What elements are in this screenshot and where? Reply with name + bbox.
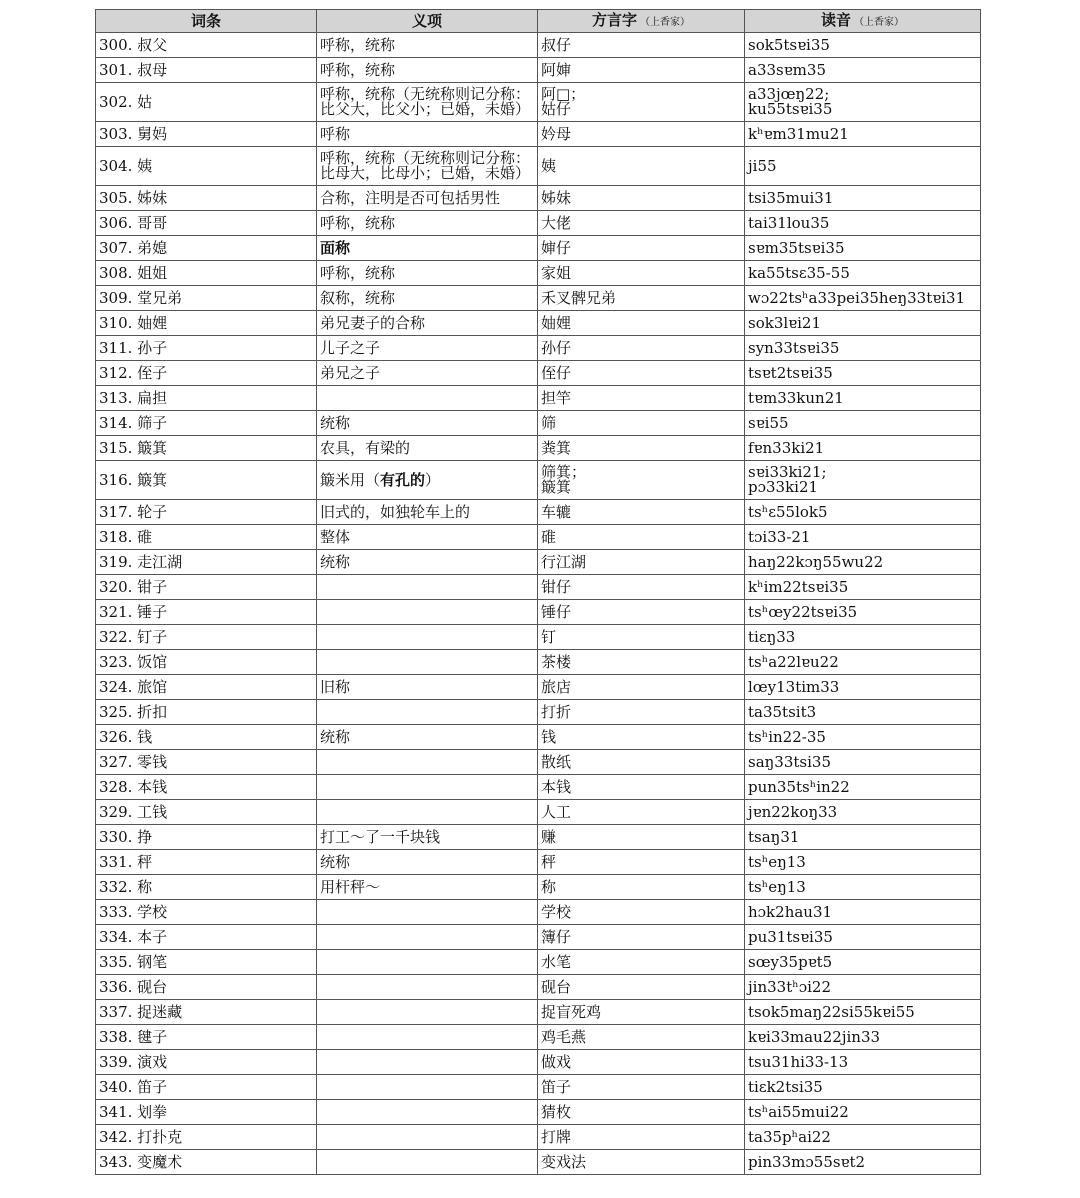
table-row — [96, 950, 981, 975]
reading-cell: ka55tsɛ35-55 — [745, 261, 981, 286]
dialect-char-cell: 做戏 — [538, 1050, 745, 1075]
dialect-line: 筛箕； — [541, 463, 587, 481]
table-row — [96, 925, 981, 950]
entry-cell: 343. 变魔术 — [96, 1150, 317, 1175]
entry-cell: 319. 走江湖 — [96, 550, 317, 575]
header-entry — [96, 10, 317, 33]
reading-cell — [745, 461, 981, 500]
reading-cell: tsʰa22lɐu22 — [745, 650, 981, 675]
meaning-cell — [317, 575, 538, 600]
dialect-line: 阿□； — [541, 85, 586, 103]
dialect-char-cell: 大佬 — [538, 211, 745, 236]
dialect-vocabulary-table — [95, 9, 981, 1175]
dialect-char-cell: 打折 — [538, 700, 745, 725]
reading-line: sɐi33ki21; — [748, 463, 827, 481]
dialect-char-cell — [538, 461, 745, 500]
reading-cell: a33sɐm35 — [745, 58, 981, 83]
dialect-char-cell: 称 — [538, 875, 745, 900]
reading-cell: tsʰœy22tsɐi35 — [745, 600, 981, 625]
table-row — [96, 83, 981, 122]
table-row — [96, 386, 981, 411]
dialect-char-cell: 水笔 — [538, 950, 745, 975]
table-row — [96, 575, 981, 600]
meaning-cell — [317, 1050, 538, 1075]
dialect-char-cell: 筛 — [538, 411, 745, 436]
meaning-cell — [317, 775, 538, 800]
dialect-char-cell: 钳仔 — [538, 575, 745, 600]
table-row — [96, 1150, 981, 1175]
table-row — [96, 850, 981, 875]
dialect-char-cell: 妯娌 — [538, 311, 745, 336]
meaning-cell: 呼称，统称 — [317, 261, 538, 286]
entry-cell: 322. 钉子 — [96, 625, 317, 650]
meaning-cell — [317, 650, 538, 675]
reading-line: pɔ33ki21 — [748, 478, 819, 496]
entry-cell: 325. 折扣 — [96, 700, 317, 725]
table-row — [96, 725, 981, 750]
meaning-cell — [317, 925, 538, 950]
meaning-line: 比父大，比父小；已婚，未婚） — [320, 100, 531, 118]
dialect-char-cell: 行江湖 — [538, 550, 745, 575]
reading-cell: sœy35pɐt5 — [745, 950, 981, 975]
entry-cell: 301. 叔母 — [96, 58, 317, 83]
dialect-char-cell: 笛子 — [538, 1075, 745, 1100]
reading-cell: saŋ33tsi35 — [745, 750, 981, 775]
table-row — [96, 800, 981, 825]
meaning-cell — [317, 900, 538, 925]
reading-cell: tsʰin22-35 — [745, 725, 981, 750]
meaning-cell — [317, 1100, 538, 1125]
meaning-cell: 弟兄妻子的合称 — [317, 311, 538, 336]
table-row — [96, 625, 981, 650]
entry-cell: 341. 划拳 — [96, 1100, 317, 1125]
reading-cell: wɔ22tsʰa33pei35heŋ33tɐi31 — [745, 286, 981, 311]
meaning-cell — [317, 461, 538, 500]
entry-cell: 307. 弟媳 — [96, 236, 317, 261]
entry-cell: 304. 姨 — [96, 147, 317, 186]
table-row — [96, 58, 981, 83]
header-entry-label: 词条 — [190, 11, 221, 30]
entry-cell: 310. 妯娌 — [96, 311, 317, 336]
table-row — [96, 361, 981, 386]
entry-cell: 314. 筛子 — [96, 411, 317, 436]
entry-cell: 321. 锤子 — [96, 600, 317, 625]
reading-cell: hɔk2hau31 — [745, 900, 981, 925]
reading-cell: sok5tsɐi35 — [745, 33, 981, 58]
meaning-cell: 统称 — [317, 725, 538, 750]
dialect-char-cell: 家姐 — [538, 261, 745, 286]
dialect-char-cell: 赚 — [538, 825, 745, 850]
meaning-cell: 面称 — [317, 236, 538, 261]
dialect-char-cell: 姨 — [538, 147, 745, 186]
reading-cell: fɐn33ki21 — [745, 436, 981, 461]
reading-cell: jin33tʰɔi22 — [745, 975, 981, 1000]
meaning-cell: 用杆秤～ — [317, 875, 538, 900]
header-dialect-label: 方言字 — [591, 10, 637, 29]
entry-cell: 329. 工钱 — [96, 800, 317, 825]
reading-cell: haŋ22kɔŋ55wu22 — [745, 550, 981, 575]
entry-cell: 309. 堂兄弟 — [96, 286, 317, 311]
table-row — [96, 336, 981, 361]
reading-cell: tsʰeŋ13 — [745, 850, 981, 875]
entry-cell: 317. 轮子 — [96, 500, 317, 525]
dialect-char-cell: 学校 — [538, 900, 745, 925]
dialect-char-cell: 秤 — [538, 850, 745, 875]
meaning-cell: 弟兄之子 — [317, 361, 538, 386]
entry-cell: 335. 钢笔 — [96, 950, 317, 975]
table-row — [96, 286, 981, 311]
dialect-char-cell: 碓 — [538, 525, 745, 550]
dialect-char-cell: 姊妹 — [538, 186, 745, 211]
dialect-line: 姑仔 — [541, 100, 572, 118]
entry-cell: 302. 姑 — [96, 83, 317, 122]
header-reading — [745, 10, 981, 33]
dialect-char-cell: 砚台 — [538, 975, 745, 1000]
reading-cell: tɐm33kun21 — [745, 386, 981, 411]
meaning-cell — [317, 1150, 538, 1175]
entry-cell: 333. 学校 — [96, 900, 317, 925]
dialect-char-cell: 粪箕 — [538, 436, 745, 461]
dialect-char-cell: 茶楼 — [538, 650, 745, 675]
meaning-cell: 合称，注明是否可包括男性 — [317, 186, 538, 211]
table-row — [96, 1050, 981, 1075]
table-row — [96, 525, 981, 550]
dialect-char-cell: 旅店 — [538, 675, 745, 700]
entry-cell: 313. 扁担 — [96, 386, 317, 411]
table-row — [96, 750, 981, 775]
meaning-fragment: 簸米用（ — [320, 470, 381, 489]
reading-cell: sɐm35tsɐi35 — [745, 236, 981, 261]
reading-cell: ta35pʰai22 — [745, 1125, 981, 1150]
table-body — [96, 33, 981, 1175]
entry-cell: 324. 旅馆 — [96, 675, 317, 700]
table-row — [96, 700, 981, 725]
table-row — [96, 147, 981, 186]
table-row — [96, 1075, 981, 1100]
meaning-cell: 整体 — [317, 525, 538, 550]
meaning-cell — [317, 386, 538, 411]
reading-cell: tsu31hi33-13 — [745, 1050, 981, 1075]
header-reading-sub: （上香家） — [854, 16, 904, 28]
meaning-cell: 打工～了一千块钱 — [317, 825, 538, 850]
meaning-cell — [317, 700, 538, 725]
meaning-line: 比母大，比母小；已婚，未婚） — [320, 164, 531, 182]
reading-cell: tsok5maŋ22si55kɐi55 — [745, 1000, 981, 1025]
reading-cell: tiɛk2tsi35 — [745, 1075, 981, 1100]
dialect-char-cell: 叔仔 — [538, 33, 745, 58]
table-row — [96, 311, 981, 336]
entry-cell: 320. 钳子 — [96, 575, 317, 600]
table-row — [96, 33, 981, 58]
entry-cell: 334. 本子 — [96, 925, 317, 950]
dialect-char-cell: 捉盲死鸡 — [538, 1000, 745, 1025]
meaning-cell: 统称 — [317, 850, 538, 875]
reading-cell: tsʰɛ55lok5 — [745, 500, 981, 525]
dialect-char-cell: 鸡毛燕 — [538, 1025, 745, 1050]
table-row — [96, 122, 981, 147]
table-row — [96, 775, 981, 800]
entry-cell: 340. 笛子 — [96, 1075, 317, 1100]
reading-cell: ji55 — [745, 147, 981, 186]
reading-cell: tsaŋ31 — [745, 825, 981, 850]
dialect-char-cell: 打牌 — [538, 1125, 745, 1150]
dialect-char-cell: 孙仔 — [538, 336, 745, 361]
dialect-char-cell: 簿仔 — [538, 925, 745, 950]
table-row — [96, 825, 981, 850]
dialect-char-cell: 变戏法 — [538, 1150, 745, 1175]
entry-cell: 305. 姊妹 — [96, 186, 317, 211]
reading-cell: tsʰeŋ13 — [745, 875, 981, 900]
dialect-char-cell — [538, 83, 745, 122]
entry-cell: 308. 姐姐 — [96, 261, 317, 286]
table-row — [96, 461, 981, 500]
reading-cell: tsʰai55mui22 — [745, 1100, 981, 1125]
reading-cell: tsɐt2tsɐi35 — [745, 361, 981, 386]
meaning-cell — [317, 975, 538, 1000]
meaning-cell: 呼称 — [317, 122, 538, 147]
meaning-cell: 旧式的，如独轮车上的 — [317, 500, 538, 525]
header-row — [96, 10, 981, 33]
entry-cell: 328. 本钱 — [96, 775, 317, 800]
table-row — [96, 1025, 981, 1050]
meaning-cell: 农具，有梁的 — [317, 436, 538, 461]
reading-cell: syn33tsɐi35 — [745, 336, 981, 361]
meaning-cell — [317, 750, 538, 775]
meaning-cell — [317, 1125, 538, 1150]
table-row — [96, 436, 981, 461]
meaning-line: 呼称，统称（无统称则记分称： — [320, 149, 531, 167]
table-row — [96, 261, 981, 286]
dialect-char-cell: 车辘 — [538, 500, 745, 525]
entry-cell: 306. 哥哥 — [96, 211, 317, 236]
meaning-cell: 呼称，统称 — [317, 211, 538, 236]
meaning-bold-fragment: 有孔的 — [380, 470, 426, 489]
entry-cell: 339. 演戏 — [96, 1050, 317, 1075]
header-meaning-label: 义项 — [411, 11, 442, 30]
reading-line: a33jœŋ22; — [748, 85, 830, 103]
dialect-char-cell: 钉 — [538, 625, 745, 650]
reading-cell: tɔi33-21 — [745, 525, 981, 550]
reading-cell — [745, 83, 981, 122]
reading-cell: tiɛŋ33 — [745, 625, 981, 650]
entry-cell: 338. 毽子 — [96, 1025, 317, 1050]
table-row — [96, 600, 981, 625]
meaning-cell: 呼称，统称 — [317, 58, 538, 83]
reading-cell: pun35tsʰin22 — [745, 775, 981, 800]
dialect-char-cell: 担竿 — [538, 386, 745, 411]
table-row — [96, 550, 981, 575]
reading-cell: kɐi33mau22jin33 — [745, 1025, 981, 1050]
entry-cell: 303. 舅妈 — [96, 122, 317, 147]
entry-cell: 300. 叔父 — [96, 33, 317, 58]
entry-cell: 312. 侄子 — [96, 361, 317, 386]
header-dialect-char — [538, 10, 745, 33]
meaning-cell — [317, 83, 538, 122]
entry-cell: 311. 孙子 — [96, 336, 317, 361]
meaning-cell — [317, 1025, 538, 1050]
entry-cell: 330. 挣 — [96, 825, 317, 850]
entry-cell: 327. 零钱 — [96, 750, 317, 775]
table-row — [96, 236, 981, 261]
table-row — [96, 875, 981, 900]
reading-cell: sok3lɐi21 — [745, 311, 981, 336]
reading-cell: kʰɐm31mu21 — [745, 122, 981, 147]
table-row — [96, 1100, 981, 1125]
table-row — [96, 650, 981, 675]
table-row — [96, 900, 981, 925]
meaning-cell — [317, 147, 538, 186]
reading-line: ku55tsɐi35 — [748, 100, 833, 118]
meaning-cell — [317, 600, 538, 625]
meaning-cell: 统称 — [317, 411, 538, 436]
reading-cell: lœy13tim33 — [745, 675, 981, 700]
table-row — [96, 500, 981, 525]
entry-cell: 332. 称 — [96, 875, 317, 900]
reading-cell: tsi35mui31 — [745, 186, 981, 211]
dialect-char-cell: 本钱 — [538, 775, 745, 800]
dialect-char-cell: 禾叉髀兄弟 — [538, 286, 745, 311]
reading-cell: pin33mɔ55sɐt2 — [745, 1150, 981, 1175]
meaning-cell — [317, 950, 538, 975]
entry-cell: 318. 碓 — [96, 525, 317, 550]
dialect-char-cell: 妗母 — [538, 122, 745, 147]
reading-cell: jɐn22koŋ33 — [745, 800, 981, 825]
reading-cell: pu31tsɐi35 — [745, 925, 981, 950]
dialect-line: 簸箕 — [541, 478, 572, 496]
entry-cell: 337. 捉迷藏 — [96, 1000, 317, 1025]
entry-cell: 342. 打扑克 — [96, 1125, 317, 1150]
reading-cell: kʰim22tsɐi35 — [745, 575, 981, 600]
entry-cell: 323. 饭馆 — [96, 650, 317, 675]
dialect-char-cell: 人工 — [538, 800, 745, 825]
dialect-char-cell: 散纸 — [538, 750, 745, 775]
meaning-cell — [317, 1075, 538, 1100]
meaning-fragment: ） — [425, 470, 441, 489]
dialect-char-cell: 侄仔 — [538, 361, 745, 386]
meaning-cell: 统称 — [317, 550, 538, 575]
table-row — [96, 975, 981, 1000]
header-reading-label: 读音 — [820, 10, 851, 29]
entry-cell: 315. 簸箕 — [96, 436, 317, 461]
meaning-cell — [317, 800, 538, 825]
dialect-char-cell: 锤仔 — [538, 600, 745, 625]
table-row — [96, 211, 981, 236]
reading-cell: sɐi55 — [745, 411, 981, 436]
meaning-cell: 呼称，统称 — [317, 33, 538, 58]
entry-cell: 336. 砚台 — [96, 975, 317, 1000]
meaning-cell — [317, 625, 538, 650]
meaning-cell: 旧称 — [317, 675, 538, 700]
reading-cell: ta35tsit3 — [745, 700, 981, 725]
table-row — [96, 675, 981, 700]
dialect-char-cell: 猜枚 — [538, 1100, 745, 1125]
table-row — [96, 1000, 981, 1025]
table-row — [96, 1125, 981, 1150]
reading-cell: tai31lou35 — [745, 211, 981, 236]
dialect-char-cell: 阿婶 — [538, 58, 745, 83]
entry-cell: 326. 钱 — [96, 725, 317, 750]
header-dialect-sub: （上香家） — [640, 16, 690, 28]
meaning-cell: 儿子之子 — [317, 336, 538, 361]
dialect-char-cell: 婶仔 — [538, 236, 745, 261]
dialect-char-cell: 钱 — [538, 725, 745, 750]
entry-cell: 316. 簸箕 — [96, 461, 317, 500]
table-header — [96, 10, 981, 33]
table-row — [96, 411, 981, 436]
table-row — [96, 186, 981, 211]
meaning-line: 呼称，统称（无统称则记分称： — [320, 85, 531, 103]
meaning-cell — [317, 1000, 538, 1025]
entry-cell: 331. 秤 — [96, 850, 317, 875]
header-meaning — [317, 10, 538, 33]
meaning-cell: 叙称，统称 — [317, 286, 538, 311]
